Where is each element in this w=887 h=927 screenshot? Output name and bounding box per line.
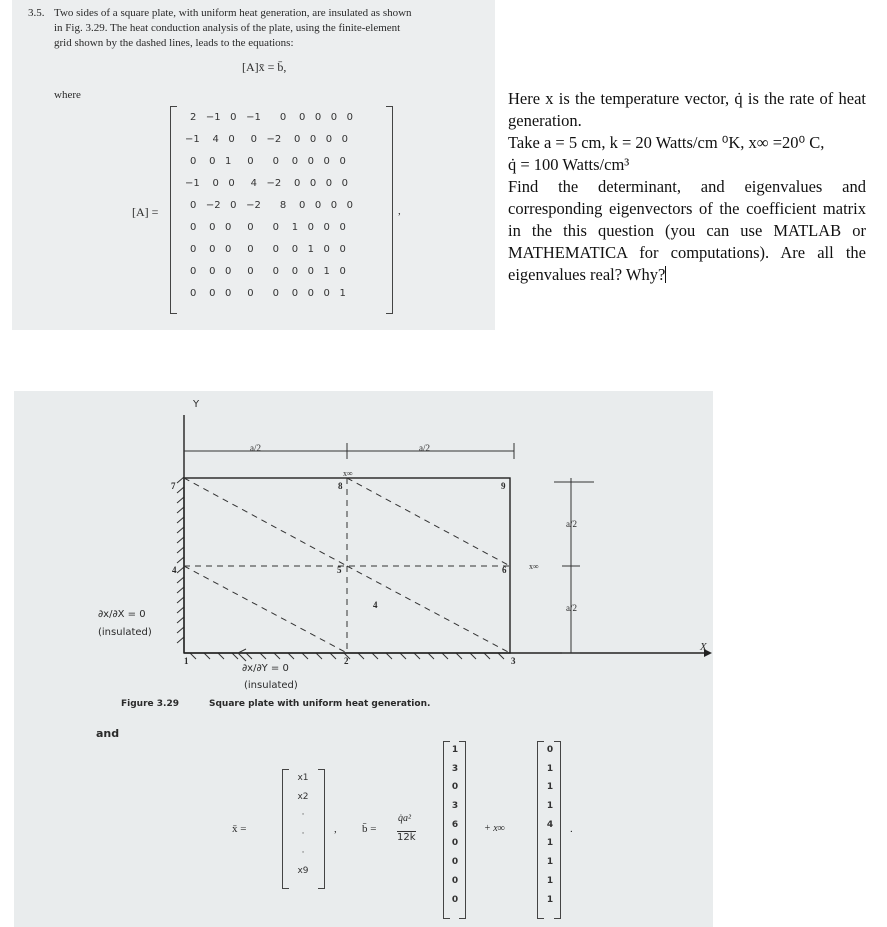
y-axis-label: Y xyxy=(193,399,200,410)
left-insulation-hatch xyxy=(177,477,184,643)
x-axis-label: X xyxy=(700,641,707,653)
matrix-row: 0 0 1 0 0 0 0 0 0 xyxy=(190,156,346,167)
node-6: 6 xyxy=(502,565,507,575)
problem-scan xyxy=(12,0,495,330)
left-bc: ∂x/∂X = 0 xyxy=(98,609,146,620)
assignment-note xyxy=(508,88,866,286)
problem-line-3: grid shown by the dashed lines, leads to the equations: xyxy=(54,37,294,49)
region-label: 4 xyxy=(373,600,378,610)
equation: [A]x̄ = b̄, xyxy=(242,60,287,74)
finite-element-grid xyxy=(184,478,510,653)
b-vector-2 xyxy=(539,745,561,913)
node-1: 1 xyxy=(184,656,189,666)
matrix-row: −1 0 0 4 −2 0 0 0 0 xyxy=(185,178,349,189)
node-9: 9 xyxy=(501,481,506,491)
dim-a2-right-upper: a/2 xyxy=(566,519,577,529)
note-paragraph-4[interactable] xyxy=(508,176,866,286)
matrix-row: −1 4 0 0 −2 0 0 0 0 xyxy=(185,134,349,145)
b-vector-1 xyxy=(444,745,466,913)
bottom-bc-arrow xyxy=(238,649,246,661)
and-label: and xyxy=(96,727,120,740)
bottom-bc: ∂x/∂Y = 0 xyxy=(242,663,289,674)
x-vector-comma: , xyxy=(334,823,337,835)
bottom-bc-note: (insulated) xyxy=(244,680,298,691)
x-entry: x9 xyxy=(297,866,309,877)
note-paragraph-2: Take a = 5 cm, k = 20 Watts/cm ⁰K, x∞ =20⁰ C, xyxy=(508,133,825,152)
b-coeff-numerator: q̇a² xyxy=(398,813,411,824)
matrix-row: 0 0 0 0 0 0 0 0 1 xyxy=(190,288,346,299)
x-entry: · xyxy=(301,847,305,858)
node-8: 8 xyxy=(338,481,343,491)
right-dimension xyxy=(554,478,594,653)
b-vec2-entry: 1 xyxy=(546,763,554,774)
b-vector-period: . xyxy=(570,823,573,835)
figure-scan xyxy=(14,391,713,927)
node-7: 7 xyxy=(171,481,176,491)
b-vec2-entry: 1 xyxy=(546,838,554,849)
b-vec2-entry: 1 xyxy=(546,875,554,886)
b-coeff-denominator: 12k xyxy=(397,832,416,843)
b-vec2-entry: 1 xyxy=(546,782,554,793)
problem-number: 3.5. xyxy=(28,7,45,19)
plus-x-inf: + x∞ xyxy=(484,823,505,834)
b-vec2-entry: 1 xyxy=(546,894,554,905)
matrix-left-bracket xyxy=(170,106,177,314)
b-vector-symbol: b̄ = xyxy=(362,823,377,835)
b-vec1-entry: 3 xyxy=(451,763,459,774)
node-4: 4 xyxy=(172,565,177,575)
matrix-row: 0 −2 0 −2 8 0 0 0 0 xyxy=(190,200,354,211)
matrix-row: 0 0 0 0 0 0 1 0 0 xyxy=(190,244,346,255)
problem-line-1: Two sides of a square plate, with uniform heat generation, are insulated as shown xyxy=(54,7,412,19)
b-vec2-entry: 1 xyxy=(546,801,554,812)
dim-a2-top-left: a/2 xyxy=(250,443,261,453)
b-vec2-entry: 1 xyxy=(546,857,554,868)
matrix-comma: , xyxy=(398,205,401,217)
dim-a2-top-right: a/2 xyxy=(419,443,430,453)
note-question: Find the determinant, and eigenvalues and corresponding eigenvectors of the coefficient matrix in the this question (you can use MATLAB or MATHEMATICA for computations). Are all the eigenvalues real? Why? xyxy=(508,177,866,284)
b-vec1-entry: 0 xyxy=(451,857,459,868)
b-vec1-entry: 6 xyxy=(451,819,459,830)
x-vector-left-bracket xyxy=(282,769,289,889)
matrix-row: 0 0 0 0 0 0 0 1 0 xyxy=(190,266,346,277)
matrix-label: [A] = xyxy=(132,205,159,219)
matrix-row: 0 0 0 0 0 1 0 0 0 xyxy=(190,222,346,233)
note-paragraph-1: Here x is the temperature vector, q̇ is the rate of heat generation. xyxy=(508,89,866,130)
node-3: 3 xyxy=(511,656,516,666)
node-2: 2 xyxy=(344,656,349,666)
problem-line-2: in Fig. 3.29. The heat conduction analysis of the plate, using the finite-element xyxy=(54,22,401,34)
b-vec1-entry: 0 xyxy=(451,838,459,849)
figure-caption-text: Square plate with uniform heat generation. xyxy=(209,699,431,709)
dim-a2-right-lower: a/2 xyxy=(566,603,577,613)
x-entry: · xyxy=(301,810,305,821)
b-vec2-entry: 0 xyxy=(546,745,554,755)
b-vec1-entry: 1 xyxy=(451,745,459,755)
b-vec1-entry: 3 xyxy=(451,801,459,812)
where-label: where xyxy=(54,89,81,101)
b-vec1-entry: 0 xyxy=(451,875,459,886)
x-vector xyxy=(290,773,316,885)
text-cursor xyxy=(665,266,666,283)
b-vec2-entry: 4 xyxy=(546,819,554,830)
x-inf-right: x∞ xyxy=(529,562,539,571)
left-bc-note: (insulated) xyxy=(98,627,152,638)
matrix-row: 2 −1 0 −1 0 0 0 0 0 xyxy=(190,112,354,123)
figure-3-29 xyxy=(14,391,713,927)
figure-caption-label: Figure 3.29 xyxy=(121,699,179,709)
top-dimension xyxy=(184,443,514,459)
x-entry: · xyxy=(301,829,305,840)
x-entry: x1 xyxy=(297,773,309,783)
matrix-right-bracket xyxy=(386,106,393,314)
x-entry: x2 xyxy=(297,791,309,802)
x-inf-top: x∞ xyxy=(343,469,353,478)
note-paragraph-3: q̇ = 100 Watts/cm³ xyxy=(508,155,630,174)
x-vector-right-bracket xyxy=(318,769,325,889)
b-vec1-entry: 0 xyxy=(451,782,459,793)
x-vector-symbol: x̄ = xyxy=(232,823,247,835)
b-vec1-entry: 0 xyxy=(451,894,459,905)
node-5: 5 xyxy=(337,565,342,575)
